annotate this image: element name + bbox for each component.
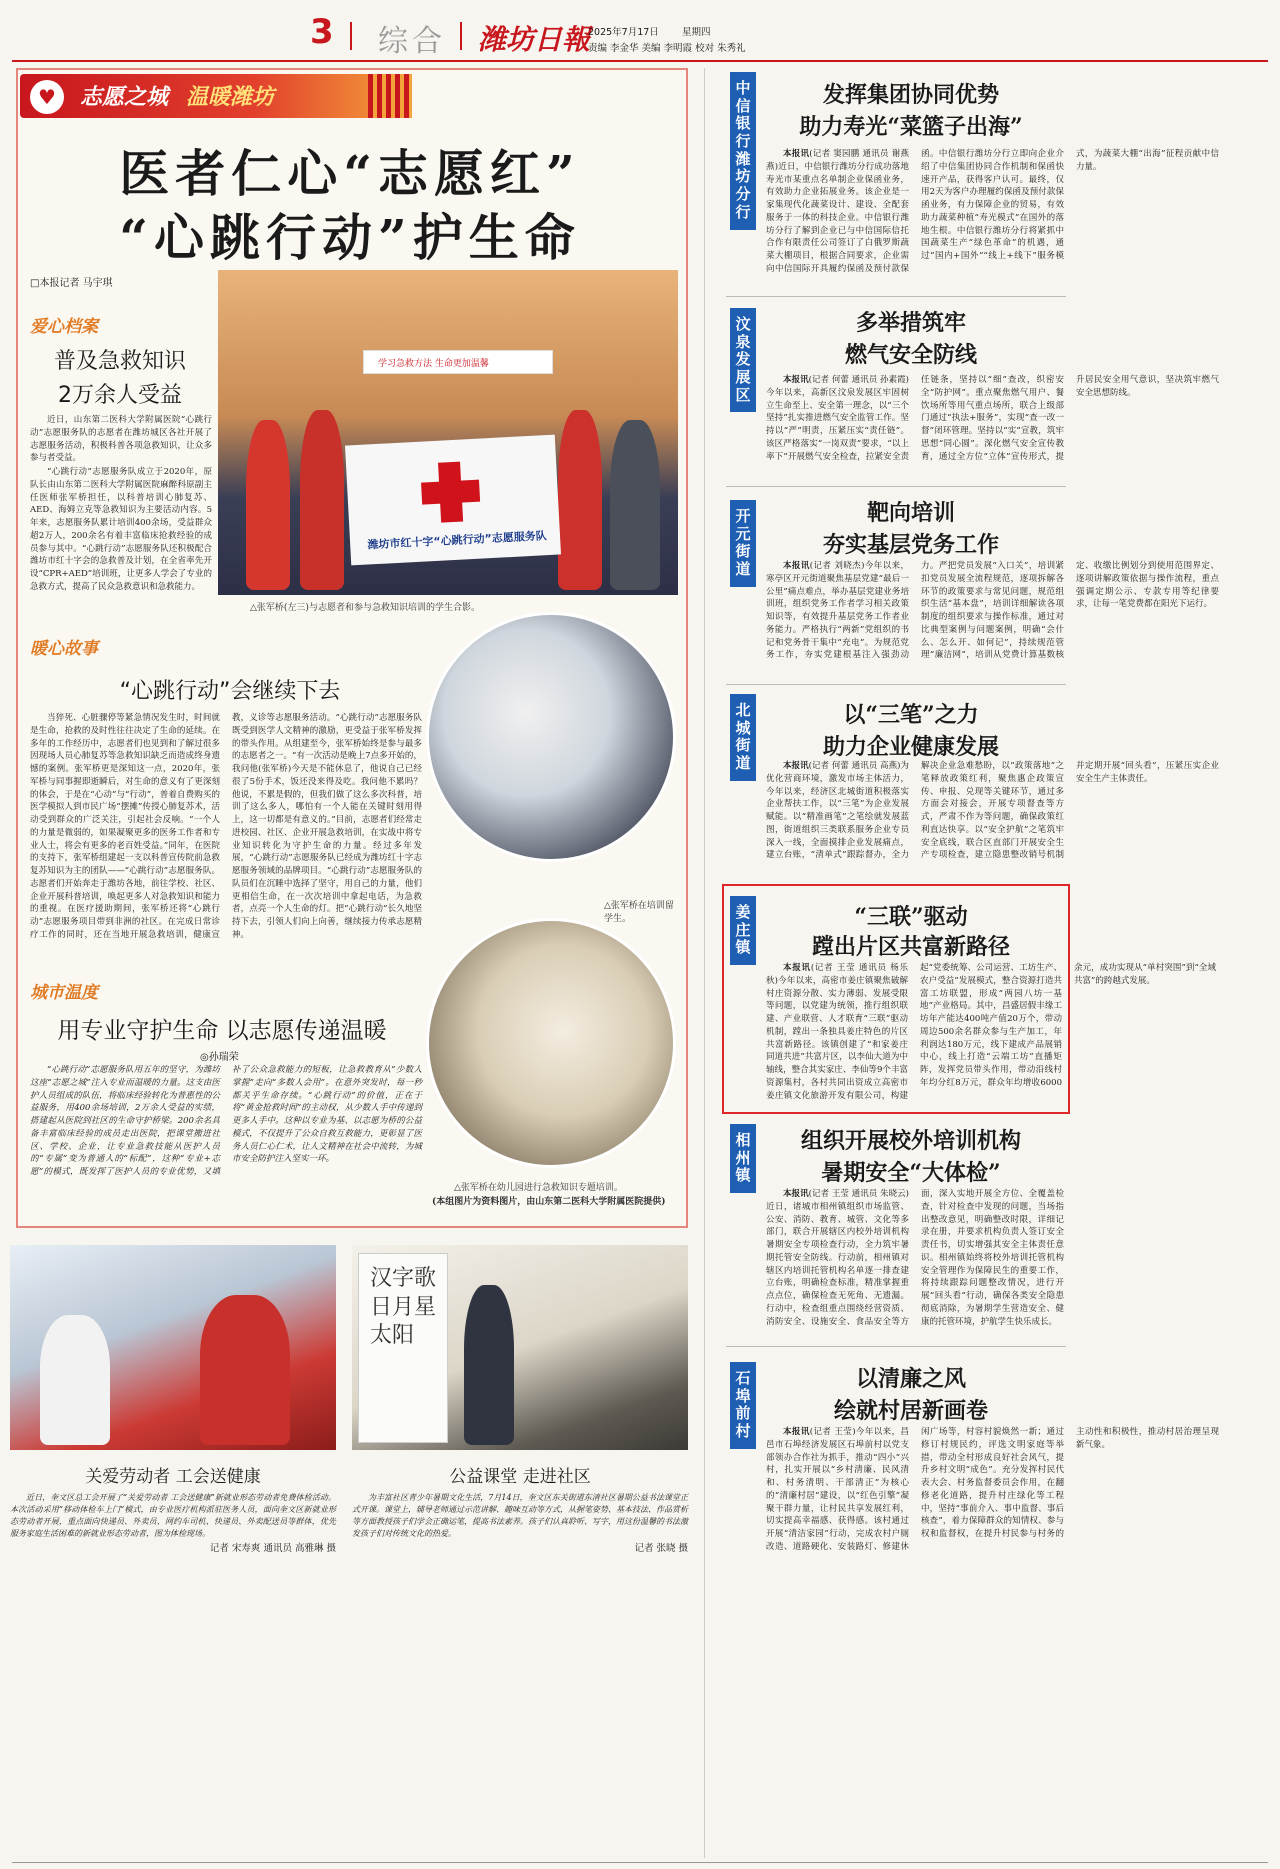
article-headline-2: 蹚出片区共富新路径 <box>811 934 1010 960</box>
column-banner-title <box>80 80 274 111</box>
masthead-separator <box>460 22 462 50</box>
photo-title: 关爱劳动者 工会送健康 <box>85 1467 261 1487</box>
article-body-1 <box>30 414 212 610</box>
page-bottom-rule <box>12 1862 1268 1863</box>
side-tag: 姜庄镇 <box>730 896 756 965</box>
article-headline: 发挥集团协同优势 <box>822 82 999 108</box>
article-body <box>766 962 1216 1104</box>
paragraph <box>766 374 1219 474</box>
kindergarten-photo <box>426 918 676 1168</box>
photo-caption: △张军桥在幼儿园进行急救知识专题培训。 <box>454 1183 623 1193</box>
banner-decoration <box>368 74 412 118</box>
red-cross-flag <box>345 435 561 566</box>
article-headline: 多举措筑牢 <box>855 310 966 336</box>
paragraph: 近日，山东第二医科大学附属医院“心跳行动”志愿服务队的志愿者在潍坊城区各社开展了志愿服务活动，积极科普各项急救知识，让众多参与者受益。 <box>30 415 212 464</box>
kicker-aixin: 爱心档案 <box>30 317 98 337</box>
byline: 本报讯 <box>783 761 809 771</box>
flag-text: 潍坊市红十字“心跳行动”志愿服务队 <box>367 529 548 552</box>
main-headline-2: “心跳行动”护生命 <box>119 208 581 267</box>
person-figure <box>300 410 344 590</box>
article-headline: 以“三笔”之力 <box>843 702 979 728</box>
paragraph: 近日，奎文区总工会开展了“关爱劳动者 工会送健康”新就业形态劳动者免费体检活动。本次活动采用“移动体检车上门”模式，由专业医疗机构派驻医务人员，面向奎文区新就业形态劳动者开展，重点面向快递员、外卖员、网约车司机、快递员、外卖配送员等群体，优先服务家庭生活困难的新就业形态劳动者，图为体检现场。 <box>10 1493 336 1538</box>
article-text: (记者 王莹)今年以来，昌邑市石埠经济发展区石埠前村以党支部领办合作社为抓手，推动“四小”兴村，扎实开展以“乡村清廉、民风清和、村务清明、干部清正”为核心的“清廉村居”建设，以“红色引擎”凝聚干群力量，让村民共享发展红利，切实提高幸福感、获得感。该村通过开展“清洁家园”行动，完成农村户厕改造、道路硬化、安装路灯、修建休闲广场等，村容村貌焕然一新；通过修订村规民约，评选文明家庭等举措，带动全村形成良好社会风气，提升乡村文明“成色”。充分发挥村民代表大会、村务监督委员会作用，在翻修老化道路，提升村庄绿化等工程中，坚持“事前介入、事中监督、事后核查”，着力保障群众的知情权、参与权和监督权，在提升村民参与村务的主动性和积极性，推动村居治理呈现新气象。 <box>766 1427 1219 1552</box>
side-tag: 相州镇 <box>730 1124 756 1193</box>
photo-caption: △张军桥(左三)与志愿者和参与急救知识培训的学生合影。 <box>250 603 480 613</box>
article-text: (记者 刘晓杰)今年以来，寒亭区开元街道聚焦基层党建“最后一公里”痛点难点，举办基层党建业务培训班，组织党务工作者学习相关政策知识等，有效提升基层党务工作者业务能力。严格执行“两新”党组织的书记和党务骨干集中“充电”。为规范党务工作，夯实党建根基注入强劲动力。严把党员发展“入口关”，培训紧扣党员发展全流程规范，逐项拆解各环节的政策要求与常见问题，规范组织生活“基本盘”，培训详细解读各项制度的组织要求与操作标准，通过对比典型案例与问题案例，明确“会什么、怎么开、如何记”，持续规范管理“廉洁网”，培训从党费计算基数核定、收缴比例划分到使用范围界定、逐项讲解政策依据与操作流程，重点强调定期公示、专款专用等纪律要求，让每一笔党费都在阳光下运行。 <box>766 561 1219 661</box>
article-text: (记者 窦园鹏 通讯员 谢燕燕)近日，中信银行潍坊分行成功落地寿光市某重点名单制企业保函业务，有效助力企业拓展业务。该企业是一家集现代化蔬菜设计、建设、全配套服务于一体的科技企业。中信银行潍坊分行了解到企业已与中信国际信托合作有限责任公司签订了白俄罗斯蔬菜大棚项目，根据合同要求，企业需向中信国际开具履约保函及预付款保函。中信银行潍坊分行立即向企业介绍了中信集团协同合作机制和保函快速开产品，获得客户认可。最终，仅用2天为客户办理履约保函及预付款保函业务，有力保障企业的贸易，有效助力蔬菜种植“寿光模式”在国外的落地生根。中信银行潍坊分行将紧抓中国蔬菜生产“绿色革命”的机遇，通过“国内+国外”“线上+线下”服务模式，为蔬菜大棚“出海”征程贡献中信力量。 <box>766 149 1219 274</box>
subhead-3: 用专业守护生命 以志愿传递温暖 <box>57 1018 387 1044</box>
article-headline-2: 绘就村居新画卷 <box>833 1398 988 1424</box>
article-separator <box>726 684 1066 685</box>
article-text: (记者 何蕾 通讯员 孙素霞)今年以来，高新区汶泉发展区牢固树立生命至上、安全第一理念，以“三个坚持”扎实推进燃气安全监管工作。坚持以“严”明责，压紧压实“责任链”。该区严格落实“一岗双责”要求，“以上率下”开展燃气安全检查，拉紧安全责任链条，坚持以“细”查改，织密安全“防护网”。重点聚焦燃气用户、餐饮场所等用气重点场所，联合上级部门通过“执法+服务”，实现“查一改一督”闭环管理。坚持以“实”宣教，筑牢思想“同心圆”。深化燃气安全宣传教育，通过全方位“立体”宣传形式，提升居民安全用气意识，坚决筑牢燃气安全思想防线。 <box>766 375 1219 462</box>
side-tag: 北城街道 <box>730 694 756 781</box>
calligraphy-class-photo <box>352 1245 688 1450</box>
photo-story-text <box>10 1492 336 1536</box>
byline: 本报讯 <box>783 1427 810 1437</box>
article-headline-2: 助力企业健康发展 <box>822 734 999 760</box>
paragraph <box>766 1426 1219 1556</box>
person-figure <box>40 1315 110 1445</box>
side-tag: 汶泉发展区 <box>730 308 756 412</box>
side-tag: 中信银行潍坊分行 <box>730 72 756 230</box>
red-cross-icon <box>421 480 480 505</box>
classroom-banner-text: 学习急救方法 生命更加温馨 <box>378 359 489 369</box>
article-headline: 组织开展校外培训机构 <box>800 1128 1021 1154</box>
paragraph <box>766 760 1219 874</box>
main-reporter: □本报记者 马宇琪 <box>30 278 113 289</box>
article-body <box>766 374 1219 474</box>
masthead-rule <box>12 60 1268 62</box>
paragraph <box>766 148 1219 288</box>
heart-icon: ♥ <box>30 80 64 114</box>
subhead-1a: 普及急救知识 <box>53 349 186 374</box>
article-body <box>766 148 1219 288</box>
kicker-nuanxin: 暖心故事 <box>30 639 98 659</box>
paragraph <box>766 962 1216 1104</box>
commentary-author: ◎孙瑞荣 <box>200 1052 239 1063</box>
subhead-1b: 2万余人受益 <box>58 383 182 408</box>
editor-credits: 责编 李金华 美编 李明霞 校对 朱秀礼 <box>588 43 746 54</box>
paragraph: 为丰富社区青少年暑期文化生活，7月14日，奎文区东关街道东清社区暑期公益书法课堂正式开课。课堂上，辅导老师通过示范讲解、趣味互动等方式，从握笔姿势、基本技法、作品赏析等方面教授孩子们学会正确运笔，提高书法素养。孩子们认真聆听、写字，用这份温馨的书法激发孩子们对传统文化的热爱。 <box>352 1493 688 1538</box>
article-body <box>766 560 1219 674</box>
article-headline: 靶向培训 <box>866 500 955 526</box>
paper-logo: 潍坊日報 <box>478 23 591 56</box>
banner-left-text: 志愿之城 <box>80 85 169 110</box>
article-body-2 <box>30 712 422 952</box>
section-name: 综合 <box>378 24 446 59</box>
article-text: (记者 王莹 通讯员 杨乐秋)今年以来，高密市姜庄镇聚焦破解村庄资源分散、实力薄弱、发展受限等问题，以党建为统领，推行组织联建、产业联营、人才联育“三联”驱动机制，蹚出一条独具姜庄特色的片区共富新路径。该镇创建了“和家姜庄 同道共进”共富片区，以李仙大道为中轴线，整合其实家庄、李仙等9个丰富资源集村，各村共同出资成立高密市姜庄镇文化旅游开发有限公司，构建起“党委统筹、公司运营、工坊生产、农户受益”发展模式，整合资源打造共富工坊联盟，形成“两园八坊一基地”产业格局。其中，昌盛居假丰缘工坊年产能达400吨产值20万个，带动周边500余名群众参与生产加工，年利润达180万元，线下建成产品展销中心，线上打造“云端工坊”直播矩阵，发挥党员带头作用，带动沿线村年均分红8万元，群众年均增收6000余元，成功实现从“单村突围”到“全域共富”的跨越式发展。 <box>766 963 1216 1101</box>
training-photo <box>426 612 676 862</box>
article-headline: 以清廉之风 <box>855 1366 966 1392</box>
subhead-2: “心跳行动”会继续下去 <box>119 679 341 704</box>
person-figure <box>610 420 660 590</box>
article-text: (记者 何蕾 通讯员 高燕)为优化营商环境，激发市场主体活力，今年以来，经济区北城街道积极落实企业帮扶工作，以“三笔”为企业发展赋能。以“精准画笔”之笔绘就发展蓝图，街道组织三类联系服务企业专员深入一线，全面摸排企业发展痛点，建立台账，“清单式”跟踪督办，全力解决企业急难愁盼，以“政策落地”之笔释放政策红利，聚焦惠企政策宣传、申报、兑现等关键环节，通过多方面会对接会，开展专项督查等方式，严肃不作为等问题，确保政策红利直达快享。以“安全护航”之笔筑牢安全底线，联合区直部门开展安全生产专项检查，建立隐患整改销号机制并定期开展“回头看”，压紧压实企业安全生产主体责任。 <box>766 761 1219 861</box>
article-headline-2: 暑期安全“大体检” <box>821 1160 1001 1186</box>
photo-credit: 记者 宋寿爽 通讯员 高雅琳 摄 <box>209 1543 336 1554</box>
paragraph <box>766 560 1219 674</box>
group-photo <box>218 270 678 595</box>
paragraph: “心跳行动”志愿服务队成立于2020年，原队长由山东第二医科大学附属医院麻醉科原副主任医师张军桥担任，以科普培训心肺复苏、AED、海姆立克等急救知识为主要活动内容。5年来，志愿服务队累计培训400余场，受益群众超2万人，200余名有着丰富临床抢救经验的成员参与其中。“心跳行动”志愿服务队还积极配合潍坊市红十字会的急救普及计划，在全省率先开设“CPR+AED”培训班，让更多人学会了专业的急救方式，提高了民众急救意识和急救能力。 <box>30 467 212 592</box>
masthead-separator <box>350 22 352 50</box>
photo-story-text <box>352 1492 688 1536</box>
photo-caption: △张军桥在培训留学生。 <box>604 901 674 924</box>
health-check-photo <box>10 1245 336 1450</box>
person-figure <box>246 420 290 590</box>
whiteboard-text: 汉字歌 日月星 太阳 <box>370 1266 437 1349</box>
paragraph: “心跳行动”志愿服务队用五年的坚守，为潍坊这座“志愿之城”注入专业而温暖的力量。这支由医护人员组成的队伍，将临床经验转化为普惠性的公益服务，用400余场培训，2万余人受益的实绩，搭建起从医院到社区的生命守护桥梁。200余名具备丰富临床经验的成员走出医院，把课堂搬进社区、学校、企业，让专业急救技能从医护人员的“专属”变为普通人的“标配”，这种“专业+志愿”的模式，既发挥了医护人员的专业优势，又填补了公众急救能力的短板，让急救教育从“少数人掌握”走向“多数人会用”。在意外突发时，每一秒都关乎生命存续。“心跳行动”的价值，正在于将“黄金抢救时间”的主动权，从少数人手中传递到更多人手中。这种以专业为基、以志愿为桥的公益模式，不仅提升了公众自救互救能力，更彰显了医务人员仁心仁术，让人文精神在社会中流转，为城市安全防护注入坚实一环。 <box>30 1065 422 1177</box>
side-tag: 石埠前村 <box>730 1362 756 1449</box>
article-body <box>766 760 1219 874</box>
article-headline-2: 夯实基层党务工作 <box>822 532 999 558</box>
photo-source-note: (本组图片为资料图片，由山东第二医科大学附属医院提供) <box>432 1197 666 1207</box>
person-figure <box>558 410 602 590</box>
page-number: 3 <box>310 12 334 52</box>
article-body <box>766 1426 1219 1556</box>
byline: 本报讯 <box>783 963 811 973</box>
article-headline: “三联”驱动 <box>854 904 968 930</box>
column-divider <box>704 68 705 1858</box>
article-headline-2: 助力寿光“菜篮子出海” <box>799 114 1023 140</box>
article-headline-2: 燃气安全防线 <box>844 342 977 368</box>
kicker-chengshi: 城市温度 <box>30 983 98 1003</box>
photo-title: 公益课堂 走进社区 <box>449 1467 591 1487</box>
article-separator <box>726 296 1066 297</box>
paragraph: 当猝死、心脏骤停等紧急情况发生时，时间就是生命，抢救的及时性往往决定了生命的延续。在多年的工作经历中，志愿者们也见到和了解过很多因现场人员心肺复苏等急救知识缺乏而造成终身遗憾的案例。张军桥更是深知这一点，2020年，张军桥与同事握即逝瞬后，对生命的意义有了更深刻的体会，于是在“心动”与“行动”，普着自费购买的医学模拟人到市民广场“摆摊”传授心肺复苏术，活动受到群众的广泛关注，引起社会反响。“一个人的力量是微弱的，如果凝聚更多的医务工作者和专业人士，将会有更多的老百姓受益。”同年，在医院的支持下，张军桥组建起一支以科普宣传院前急救复苏知识为主的团队——“心跳行动”志愿服务队。志愿者们开始奔走于潍坊各地，前往学校、社区、企业开展科普培训，唤起更多人对急救知识和能力的重视。在医疗援助期间，张军桥还将“心跳行动”志愿服务项目带到非洲的社区。在完成日常诊疗工作的同时，还在当地开展急救培训，健康宣教，义诊等志愿服务活动。“心跳行动”志愿服务队既受到医学人文精神的激励，更受益于张军桥发挥的带头作用。从组建至今，张军桥始终是参与最多的志愿者之一。“有一次活动是晚上7点多开始的，我问他(张军桥)今天是不能休息了，他说自己已经很了5份手术，饭还没来得及吃。我问他不累吗？他说，不累是假的，但我们做了这么多次科普，培训了这么多人，哪怕有一个人能在关键时刻用得上，这一切都是有意义的。”目前，志愿者们经常走进校园、社区、企业开展急救培训，在实战中将专业知识转化为守护生命的力量。经过多年发展，“心跳行动”志愿服务队已经成为潍坊红十字志愿服务领域的品牌项目。“心跳行动”志愿服务队的队员们在沉睡中选择了坚守，用自己的力量，他们更相信生命，在一次次培训中拿起电话，为急救者，点亮一个人生命的灯。把“心跳行动”长久地坚持下去，引领人们向上向善，继续接力传承志愿精神。 <box>30 713 422 940</box>
byline: 本报讯 <box>783 375 809 385</box>
byline: 本报讯 <box>783 1189 809 1199</box>
side-tag: 开元街道 <box>730 500 756 587</box>
issue-date: 2025年7月17日 <box>588 27 659 38</box>
byline: 本报讯 <box>783 561 810 571</box>
issue-weekday: 星期四 <box>682 27 711 38</box>
person-figure <box>464 1285 514 1445</box>
photo-credit: 记者 张晓 摄 <box>634 1543 688 1554</box>
person-figure <box>200 1295 290 1445</box>
article-separator <box>726 486 1066 487</box>
article-separator <box>726 1346 1066 1347</box>
article-body <box>766 1188 1064 1336</box>
byline: 本报讯 <box>783 149 810 159</box>
main-headline: 医者仁心“志愿红” <box>119 144 581 203</box>
article-text: (记者 王莹 通讯员 朱晓云)近日，诸城市相州镇组织市场监管、公安、消防、教育、城管、文化等多部门，联合开展辖区内校外培训机构暑期安全专项检查行动，全力筑牢暑期托管安全防线。行动前，相州镇对辖区内培训托管机构名单逐一排查建立台账，明确检查标准，精准掌握重点点位，确保检查无死角、无遗漏。行动中，检查组重点围绕经营资质、消防安全、设施安全、食品安全等方面，深入实地开展全方位、全覆盖检查，针对检查中发现的问题，当场指出整改意见，明确整改时限，详细记录在册，并要求机构负责人签订安全责任书，切实增强其安全主体责任意识。相州镇始终将校外培训托管机构安全管理作为保障民生的重要工作，将持续跟踪问题整改情况，进行开展“回头看”行动，确保各类安全隐患彻底消除，为暑期学生营造安全、健康的托管环境，护航学生快乐成长。 <box>766 1189 1064 1327</box>
banner-right-text: 温暖潍坊 <box>186 85 275 110</box>
paragraph <box>766 1188 1064 1329</box>
article-body-3 <box>30 1064 422 1186</box>
